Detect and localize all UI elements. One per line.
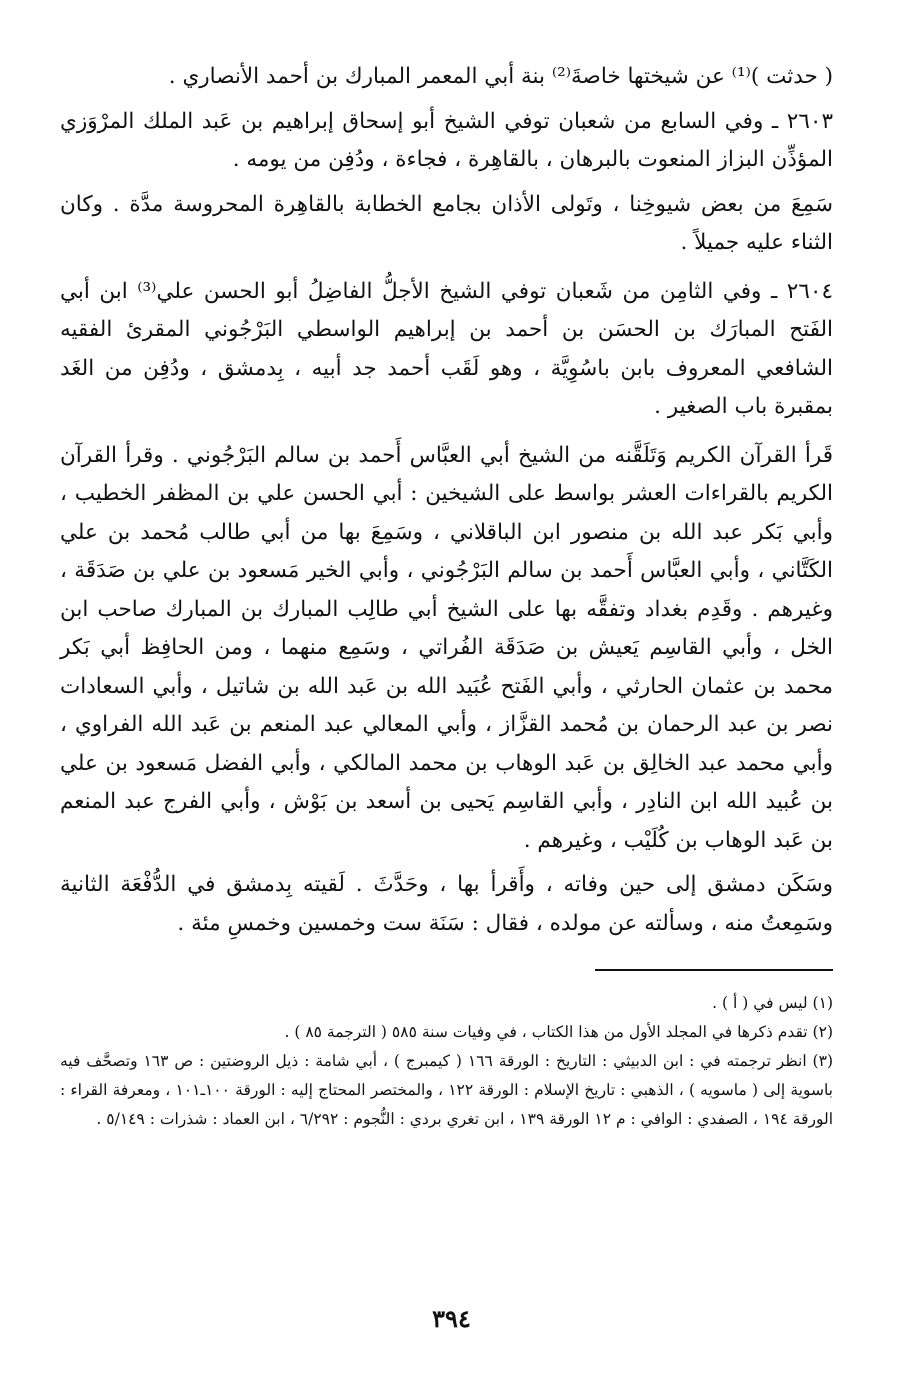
footnote-1: (١) ليس في ( أ ) . xyxy=(712,994,833,1012)
footnotes xyxy=(60,989,833,1134)
entry-2603: ٢٦٠٣ ـ وفي السابع من شعبان توفي الشيخ أبو إسحاق إبراهيم بن عَبد الملك المرْوَزي المؤذِّن البزاز المنعوت بالبرهان ، بالقاهِرة ، فجاءة ، ودُفِن من يومه . xyxy=(60,108,833,172)
entry-2604-studies: قَرأ القرآن الكريم وَتَلَقَّنه من الشيخ أبي العبَّاس أَحمد بن سالم البَرْجُوني . وقرأ القرآن الكريم بالقراءات العشر بواسط على الشيخين : أبي الحسن علي بن المظفر الخطيب ، وأبي بَكر عبد الله بن منصور ابن الباقلاني ، وسَمِعَ بها من أبي طالب مُحمد بن علي الكَتَّاني ، وأبي العبَّاس أَحمد بن سالم البَرْجُوني ، وأبي الخير مَسعود بن علي بن صَدَقَة ، وغيرهم . وقَدِم بغداد وتفقَّه بها على الشيخ أبي طالِب المبارك بن المبارك صاحب ابن الخل ، وأبي القاسِم يَعيش بن صَدَقَة الفُراتي ، وسَمِع منهما ، ومن الحافِظ أبي بَكر محمد بن عثمان الحارثي ، وأبي الفَتح عُبَيد الله بن عَبد الله بن شاتيل ، وأبي السعادات نصر بن عبد الرحمان بن مُحمد القزَّاز ، وأبي المعالي عبد المنعم بن عَبد الله الفراوي ، وأبي محمد عبد الخالِق بن عَبد الوهاب بن محمد المالكي ، وأبي الفضل مَسعود بن علي بن عُبيد الله ابن النادِر ، وأبي القاسِم يَحيى بن أسعد بن بَوْش ، وأبي الفرج عبد المنعم بن عَبد الوهاب بن كُلَيْب ، وغيرهم . xyxy=(60,442,833,853)
entry-2604-residence: وسَكَن دمشق إلى حين وفاته ، وأَقرأ بها ، وحَدَّثَ . لَقيته بِدمشق في الدُّفْعَة الثانية وسَمِعتُ منه ، وسألته عن مولده ، فقال : سَنَة ست وخمسين وخمسِ مئة . xyxy=(60,872,833,936)
entry-2604: ٢٦٠٤ ـ وفي الثامِن من شَعبان توفي الشيخ الأجلُّ الفاضِلُ أبو الحسن علي⁽³⁾ ابن أبي الفَتح المبارَك بن الحسَن بن أحمد بن إبراهيم الواسطي البَرْجُوني المقرئ الفقيه الشافعي المعروف بابن باسُوِيَّة ، وهو لَقَب أحمد جد أبيه ، بِدمشق ، ودُفِن من الغَد بمقبرة باب الصغير . xyxy=(60,278,833,419)
footnote-2: (٢) تقدم ذكرها في المجلد الأول من هذا الكتاب ، في وفيات سنة ٥٨٥ ( الترجمة ٨٥ ) . xyxy=(284,1023,833,1041)
page-number: ٣٩٤ xyxy=(432,1304,471,1333)
main-text xyxy=(60,58,833,943)
entry-2603-details: سَمِعَ من بعض شيوخِنا ، وتَولى الأذان بجامع الخطابة بالقاهِرة المحروسة مدَّة . وكان الثناء عليه جميلاً . xyxy=(60,191,833,255)
footnote-3: (٣) انظر ترجمته في : ابن الدبيثي : التاريخ : الورقة ١٦٦ ( كيمبرج ) ، أبي شامة : ذيل الروضتين : ص ١٦٣ وتصحَّف فيه باسوية إلى ( ماسويه ) ، الذهبي : تاريخ الإسلام : الورقة ١٢٢ ، والمختصر المحتاج إليه : الورقة ١٠٠ـ١٠١ ، ومعرفة القراء : الورقة ١٩٤ ، الصفدي : الوافي : م ١٢ الورقة ١٣٩ ، ابن تغري بردي : النُّجوم : ٦/٢٩٢ ، ابن العماد : شذرات : ٥/١٤٩ . xyxy=(60,1052,833,1128)
paragraph-intro: ( حدثت )⁽¹⁾ عن شيختها خاصةَ⁽²⁾ بنة أبي المعمر المبارك بن أحمد الأنصاري . xyxy=(168,64,833,89)
footnote-divider xyxy=(595,969,833,971)
